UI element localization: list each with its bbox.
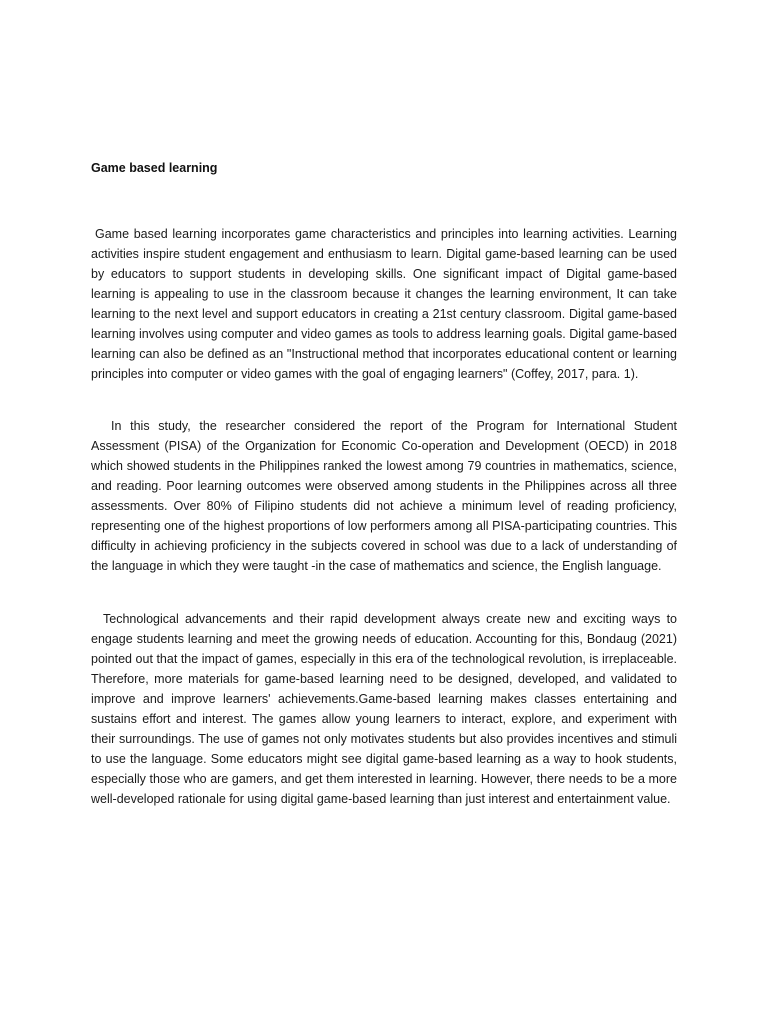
- paragraph-intro: Game based learning incorporates game characteristics and principles into learning activities. Learning activities inspire student engagement and enthusiasm to learn. Digital game-based learning can be used by educators to support students in developing skills. One significant impact of Digital game-based learning is appealing to use in the classroom because it changes the learning environment, It can take learning to the next level and support educators in creating a 21st century classroom. Digital game-based learning involves using computer and video games as tools to address learning goals. Digital game-based learning can also be defined as an "Instructional method that incorporates educational content or learning principles into computer or video games with the goal of engaging learners" (Coffey, 2017, para. 1).: [91, 227, 677, 381]
- paragraph-technology: Technological advancements and their rapid development always create new and exciting ways to engage students learning and meet the growing needs of education. Accounting for this, Bondaug (2021) pointed out that the impact of games, especially in this era of the technological revolution, is irreplaceable. Therefore, more materials for game-based learning need to be designed, developed, and validated to improve and improve learners' achievements.Game-based learning makes classes entertaining and sustains effort and interest. The games allow young learners to interact, explore, and experiment with their surroundings. The use of games not only motivates students but also provides incentives and stimuli to use the language. Some educators might see digital game-based learning as a way to hook students, especially those who are gamers, and get them interested in learning. However, there needs to be a more well-developed rationale for using digital game-based learning than just interest and entertainment value.: [91, 612, 677, 806]
- paragraph-pisa: In this study, the researcher considered the report of the Program for International Student Assessment (PISA) of the Organization for Economic Co-operation and Development (OECD) in 2018 which showed students in the Philippines ranked the lowest among 79 countries in mathematics, science, and reading. Poor learning outcomes were observed among students in the Philippines across all three assessments. Over 80% of Filipino students did not achieve a minimum level of reading proficiency, representing one of the highest proportions of low performers among all PISA-participating countries. This difficulty in achieving proficiency in the subjects covered in school was due to a lack of understanding of the language in which they were taught -in the case of mathematics and science, the English language.: [91, 419, 677, 573]
- document-title: Game based learning: [91, 161, 218, 175]
